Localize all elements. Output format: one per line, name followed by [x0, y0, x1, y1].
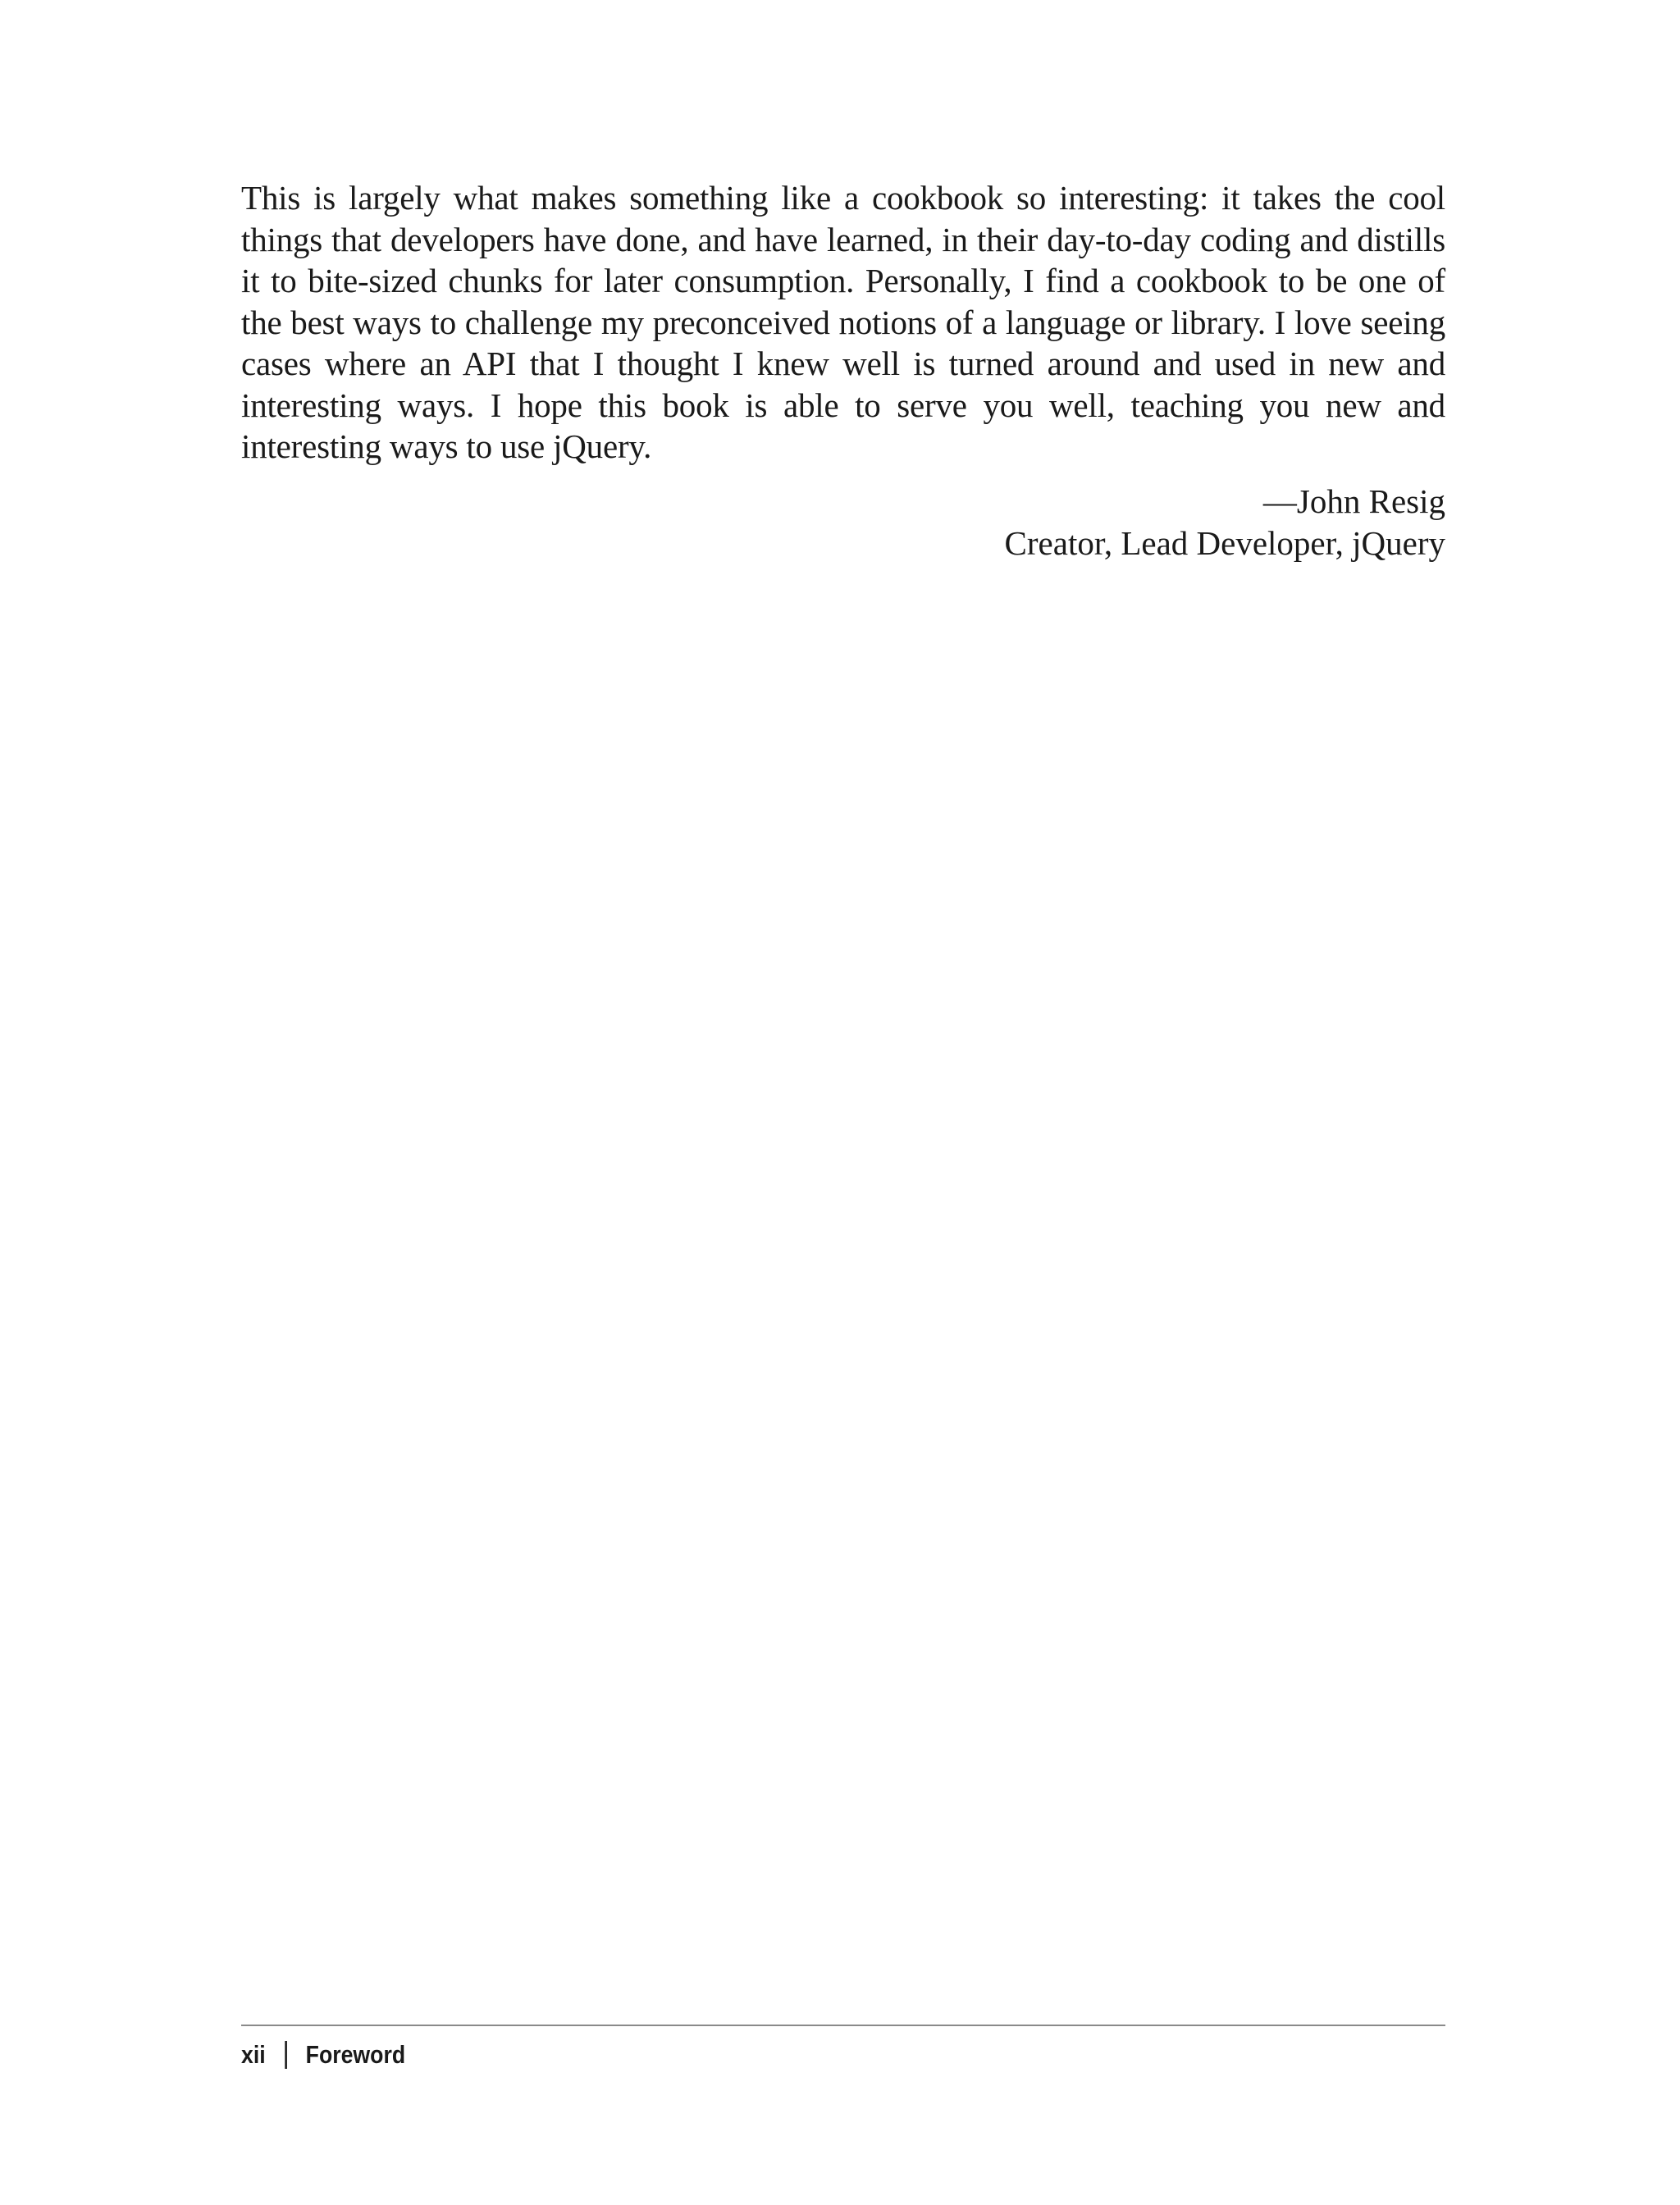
footer-divider — [241, 2025, 1445, 2026]
signature-author: —John Resig — [1262, 482, 1445, 520]
signature-role: Creator, Lead Developer, jQuery — [1004, 523, 1445, 562]
section-title: Foreword — [305, 2040, 406, 2069]
page-number: xii — [241, 2040, 266, 2069]
footer-separator — [285, 2041, 288, 2069]
foreword-paragraph: This is largely what makes something like a cookbook so interesting: it takes the cool things that developers have done, and have learned, in their day-to-day coding and distills it to bite-sized chunks for later consumption. Personally, I find a cookbook to be one of the best ways to challenge my preconceived notions of a language or library. I love seeing cases where an API that I thought I knew well is turned around and used in new and interesting ways. I hope this book is able to serve you well, teaching you new and interesting ways to use jQuery. — [241, 179, 1445, 465]
signature-block — [241, 481, 1445, 564]
page-footer — [241, 2037, 405, 2073]
